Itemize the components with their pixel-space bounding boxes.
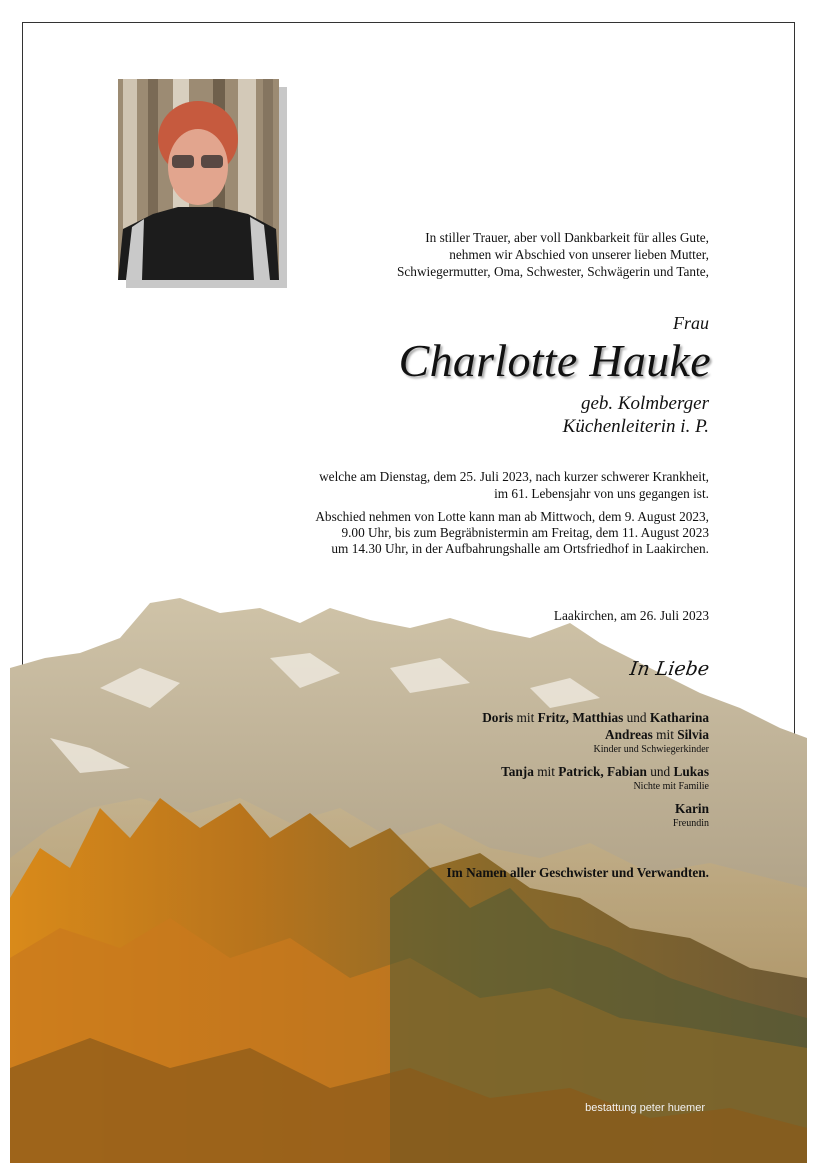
maiden-name: geb. Kolmberger (580, 393, 709, 414)
mourner-group (482, 763, 709, 794)
portrait-photo (118, 79, 279, 280)
mourner-relation: Nichte mit Familie (633, 781, 709, 792)
mourner-name: Patrick, Fabian (558, 764, 647, 779)
closing-in-liebe: In Liebe (628, 658, 711, 680)
mourners-list (482, 709, 709, 837)
connector: mit (513, 710, 538, 725)
undertaker-credit: bestattung peter huemer (585, 1102, 705, 1114)
mourner-relation: Freundin (672, 818, 709, 829)
mourner-group (482, 800, 709, 831)
mourner-name: Andreas (605, 727, 653, 742)
service-line: um 14.30 Uhr, in der Aufbahrungshalle am Ortsfriedhof in Laakirchen. (331, 541, 709, 556)
mourner-name: Tanja (501, 764, 534, 779)
mourner-group (482, 709, 709, 757)
place-date: Laakirchen, am 26. Juli 2023 (553, 608, 709, 623)
connector: und (646, 764, 674, 779)
mourner-line (482, 726, 709, 743)
deceased-name: Charlotte Hauke (398, 335, 711, 386)
intro-line: In stiller Trauer, aber voll Dankbarkeit für alles Gute, (425, 230, 709, 245)
service-line: Abschied nehmen von Lotte kann man ab Mittwoch, dem 9. August 2023, (315, 509, 709, 524)
mourner-name: Lukas (673, 764, 709, 779)
occupation: Küchenleiterin i. P. (562, 416, 709, 437)
mourner-line (482, 709, 709, 726)
general-mourners: Im Namen aller Geschwister und Verwandten. (446, 865, 709, 880)
mourner-name: Doris (482, 710, 514, 725)
mourner-name: Karin (675, 801, 709, 816)
service-info (315, 509, 709, 557)
intro-text (397, 229, 709, 280)
connector: mit (652, 727, 678, 742)
connector: mit (533, 764, 559, 779)
mourner-name: Katharina (649, 710, 709, 725)
death-line: welche am Dienstag, dem 25. Juli 2023, nach kurzer schwerer Krankheit, (319, 469, 709, 484)
mourner-line (482, 800, 709, 817)
intro-line: Schwiegermutter, Oma, Schwester, Schwägerin und Tante, (397, 264, 709, 279)
death-notice (319, 468, 709, 502)
mourner-relation: Kinder und Schwiegerkinder (593, 744, 709, 755)
mourner-name: Silvia (677, 727, 709, 742)
intro-line: nehmen wir Abschied von unserer lieben Mutter, (449, 247, 709, 262)
death-line: im 61. Lebensjahr von uns gegangen ist. (494, 486, 709, 501)
service-line: 9.00 Uhr, bis zum Begräbnistermin am Freitag, dem 11. August 2023 (341, 525, 709, 540)
salutation: Frau (673, 313, 709, 333)
connector: und (623, 710, 650, 725)
mourner-line (482, 763, 709, 780)
mourner-name: Fritz, Matthias (537, 710, 624, 725)
